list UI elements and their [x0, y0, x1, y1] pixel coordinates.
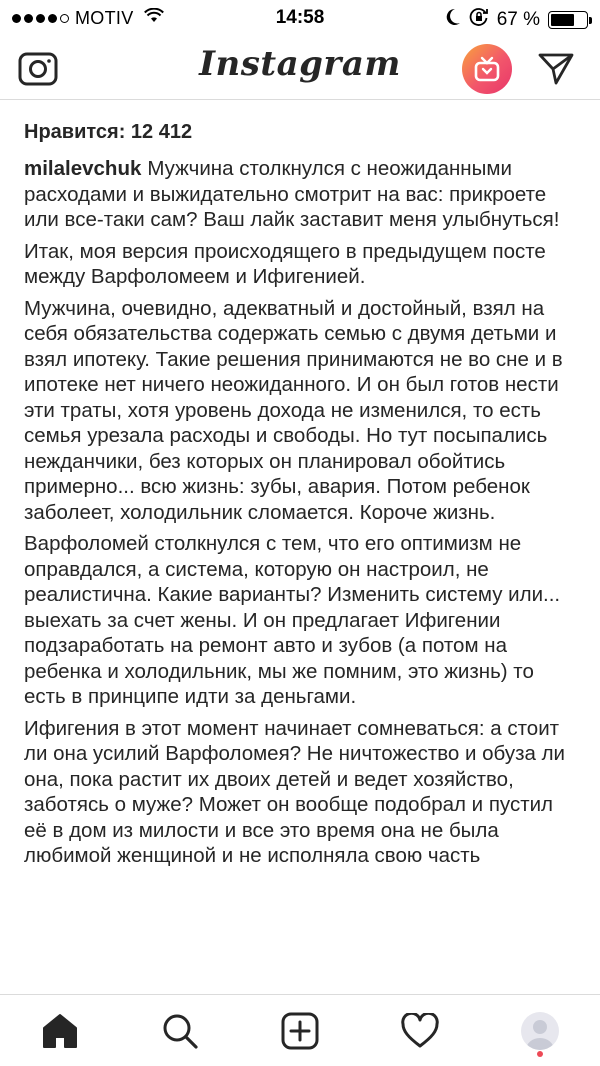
post-caption-area [0, 100, 600, 994]
profile-avatar[interactable] [510, 1001, 570, 1061]
status-bar [0, 0, 600, 36]
moon-icon [445, 8, 461, 32]
carrier-name: MOTIV [75, 7, 134, 28]
add-post-icon[interactable] [270, 1001, 330, 1061]
caption-paragraph: Варфоломей столкнулся с тем, что его оптимизм не оправдался, а система, которую он настроил, не реалистична. Какие варианты? Изменить систему или... выехать за счет жены. И он предлагает Ифигении подзаработать на ремонт авто и зубов (а потом на ребенка и холодильник, мы же помним, это жизнь) то есть в принципе идти за деньгами. [24, 532, 561, 708]
notification-dot [537, 1051, 543, 1057]
likes-count[interactable]: Нравится: 12 412 [24, 121, 193, 143]
post-username[interactable]: milalevchuk [24, 157, 142, 180]
paper-plane-icon[interactable] [534, 46, 578, 90]
status-time: 14:58 [275, 7, 325, 28]
caption-text: Мужчина столкнулся с неожиданными расходами и выжидательно смотрит на вас: прикроете или все-таки сам? Ваш лайк заставит меня улыбнуться! [24, 157, 560, 231]
app-header [0, 36, 600, 100]
rotation-lock-icon [469, 7, 489, 33]
instagram-logo: Instagram [199, 44, 401, 84]
igtv-icon[interactable] [462, 44, 512, 94]
home-icon[interactable] [30, 1001, 90, 1061]
heart-icon[interactable] [390, 1001, 450, 1061]
caption-paragraph: Ифигения в этот момент начинает сомневаться: а стоит ли она усилий Варфоломея? Не ничтожество и обуза ли она, пока растит их двоих детей и ведет хозяйство, заботясь о муже? Может он вообще подобрал и пустил её в дом из милости и все это время она не была любимой женщиной и не исполняла свою часть [24, 716, 565, 867]
battery-icon [548, 11, 588, 29]
caption-first-paragraph [24, 156, 576, 233]
battery-percent: 67 % [496, 9, 540, 30]
status-right [445, 7, 588, 33]
caption-paragraph: Итак, моя версия происходящего в предыдущем посте между Варфоломеем и Ифигенией. [24, 239, 546, 288]
search-icon[interactable] [150, 1001, 210, 1061]
bottom-tab-bar [0, 994, 600, 1066]
caption-paragraph: Мужчина, очевидно, адекватный и достойный, взял на себя обязательства содержать семью с двумя детьми и взял ипотеку. Такие решения принимаются не во сне и в ипотеке нет ничего неожиданного. И он был готов нести эти траты, хотя уровень дохода не изменился, то есть семья урезала расходы и свободы. Но тут посыпались нежданчики, без которых он планировал обойтись примерно... всю жизнь: зубы, авария. Потом ребенок заболеет, холодильник сломается. Короче жизнь. [24, 296, 563, 524]
avatar [521, 1012, 559, 1050]
battery-fill [551, 14, 574, 26]
